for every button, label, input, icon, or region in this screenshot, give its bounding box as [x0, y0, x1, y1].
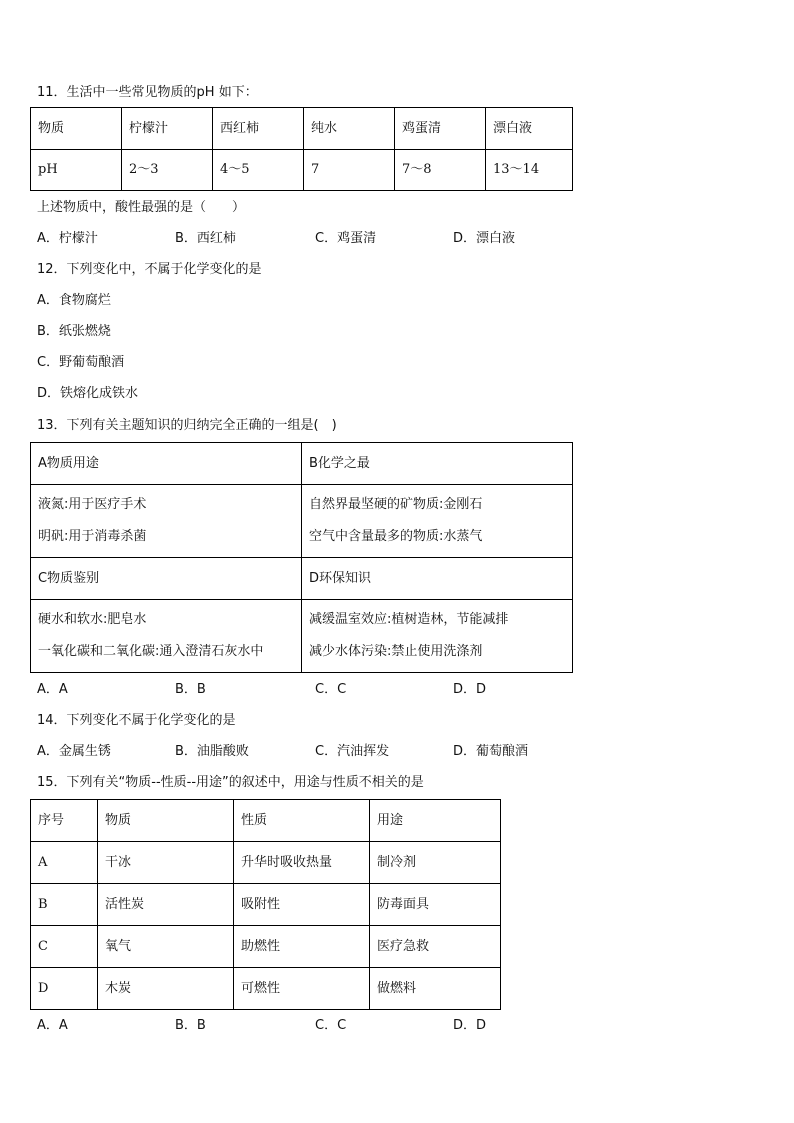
q13-option-d: D．D — [453, 682, 487, 697]
table-row — [31, 485, 573, 558]
q13-option-a: A．A — [37, 682, 68, 697]
cell-line: 自然界最坚硬的矿物质:金刚石 — [309, 497, 483, 512]
table-cell: B — [31, 884, 98, 926]
q11-stem: 11．生活中一些常见物质的pH 如下： — [37, 85, 258, 100]
q11-option-d: D．漂白液 — [453, 231, 516, 246]
cell-line: 减少水体污染:禁止使用洗涤剂 — [309, 644, 483, 659]
q13-stem: 13．下列有关主题知识的归纳完全正确的一组是( ) — [37, 418, 337, 433]
q14-option-a: A．金属生锈 — [37, 744, 111, 759]
q11-question: 上述物质中，酸性最强的是（ ） — [37, 200, 246, 215]
q15-option-d: D．D — [453, 1018, 487, 1033]
table-cell: pH — [31, 150, 122, 191]
table-cell: 鸡蛋清 — [395, 108, 486, 150]
table-cell: D — [31, 968, 98, 1010]
table-cell: 吸附性 — [234, 884, 370, 926]
q11-option-b: B．西红柿 — [175, 231, 236, 246]
cell-line: 减缓温室效应:植树造林，节能减排 — [309, 612, 509, 627]
q12-option-a: A．食物腐烂 — [37, 293, 111, 308]
q11-option-a: A．柠檬汁 — [37, 231, 98, 246]
q11-ph-table — [30, 107, 573, 191]
table-cell: A物质用途 — [31, 443, 302, 485]
cell-line: 空气中含量最多的物质:水蒸气 — [309, 529, 483, 544]
table-cell: 7 — [304, 150, 395, 191]
table-cell — [31, 600, 302, 673]
table-cell: A — [31, 842, 98, 884]
table-cell: B化学之最 — [302, 443, 573, 485]
cell-line: 液氮:用于医疗手术 — [38, 497, 147, 512]
table-cell: 物质 — [31, 108, 122, 150]
cell-line: 明矾:用于消毒杀菌 — [38, 529, 147, 544]
table-cell: 制冷剂 — [370, 842, 501, 884]
table-cell: 助燃性 — [234, 926, 370, 968]
table-cell: 干冰 — [98, 842, 234, 884]
q14-stem: 14．下列变化不属于化学变化的是 — [37, 713, 236, 728]
table-cell: 西红柿 — [213, 108, 304, 150]
table-cell: 序号 — [31, 800, 98, 842]
q11-option-c: C．鸡蛋清 — [315, 231, 377, 246]
q13-option-c: C．C — [315, 682, 347, 697]
table-cell: 柠檬汁 — [122, 108, 213, 150]
table-row — [31, 926, 501, 968]
table-row — [31, 558, 573, 600]
q15-option-a: A．A — [37, 1018, 68, 1033]
table-cell: 物质 — [98, 800, 234, 842]
table-cell: 7～8 — [395, 150, 486, 191]
q15-property-table — [30, 799, 501, 1010]
q15-option-b: B．B — [175, 1018, 206, 1033]
q12-stem: 12．下列变化中，不属于化学变化的是 — [37, 262, 262, 277]
q14-option-c: C．汽油挥发 — [315, 744, 390, 759]
table-cell: 可燃性 — [234, 968, 370, 1010]
table-cell — [302, 600, 573, 673]
q15-option-c: C．C — [315, 1018, 347, 1033]
table-row — [31, 884, 501, 926]
table-row — [31, 842, 501, 884]
table-cell: 纯水 — [304, 108, 395, 150]
table-cell: 医疗急救 — [370, 926, 501, 968]
table-cell: 13～14 — [486, 150, 573, 191]
table-cell: 活性炭 — [98, 884, 234, 926]
table-cell: 升华时吸收热量 — [234, 842, 370, 884]
table-cell: 2～3 — [122, 150, 213, 191]
q13-option-b: B．B — [175, 682, 206, 697]
q13-knowledge-table — [30, 442, 573, 673]
table-cell: 性质 — [234, 800, 370, 842]
table-cell: C — [31, 926, 98, 968]
table-row — [31, 443, 573, 485]
table-row — [31, 800, 501, 842]
table-cell: D环保知识 — [302, 558, 573, 600]
table-cell: C物质鉴别 — [31, 558, 302, 600]
table-cell — [31, 485, 302, 558]
table-cell: 漂白液 — [486, 108, 573, 150]
q14-option-d: D．葡萄酿酒 — [453, 744, 529, 759]
table-cell: 做燃料 — [370, 968, 501, 1010]
cell-line: 一氧化碳和二氧化碳:通入澄清石灰水中 — [38, 644, 264, 659]
table-row — [31, 108, 573, 150]
table-cell: 木炭 — [98, 968, 234, 1010]
table-cell: 防毒面具 — [370, 884, 501, 926]
table-cell: 用途 — [370, 800, 501, 842]
table-cell — [302, 485, 573, 558]
table-row — [31, 968, 501, 1010]
q15-stem: 15．下列有关“物质--性质--用途”的叙述中，用途与性质不相关的是 — [37, 775, 424, 790]
q12-option-c: C．野葡萄酿酒 — [37, 355, 125, 370]
table-cell: 4～5 — [213, 150, 304, 191]
table-row — [31, 150, 573, 191]
q12-option-b: B．纸张燃烧 — [37, 324, 111, 339]
table-row — [31, 600, 573, 673]
cell-line: 硬水和软水:肥皂水 — [38, 612, 147, 627]
table-cell: 氧气 — [98, 926, 234, 968]
q14-option-b: B．油脂酸败 — [175, 744, 249, 759]
q12-option-d: D．铁熔化成铁水 — [37, 386, 139, 401]
